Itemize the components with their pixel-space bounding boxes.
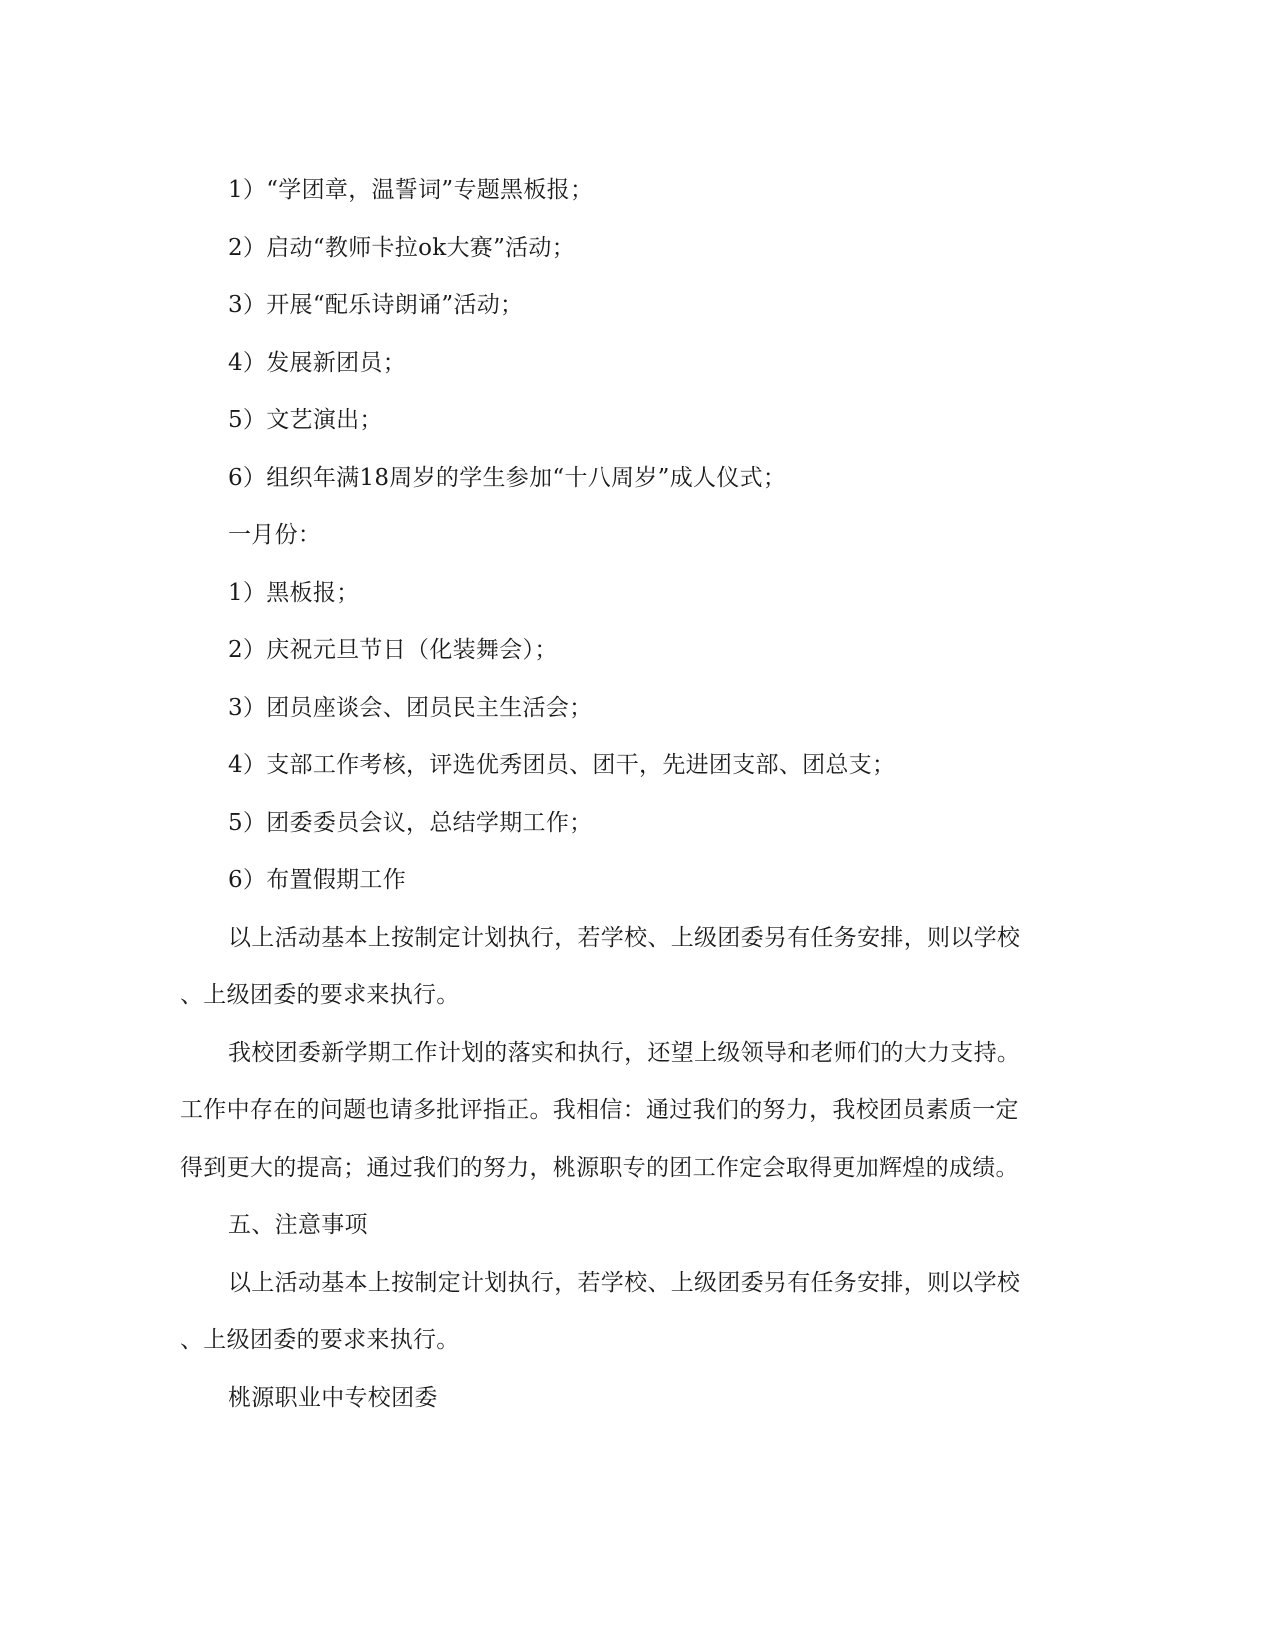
text-line: 4）发展新团员； (228, 349, 407, 376)
text-line: 5）团委委员会议，总结学期工作； (228, 809, 593, 836)
text-line: 2）庆祝元旦节日（化装舞会）； (228, 637, 558, 663)
document-body (180, 162, 1042, 1427)
text-line: 3）开展“配乐诗朗诵”活动； (228, 292, 524, 318)
text-line: 、上级团委的要求来执行。 (180, 982, 460, 1008)
text-line: 五、注意事项 (228, 1212, 368, 1238)
text-line: 我校团委新学期工作计划的落实和执行，还望上级领导和老师们的大力支持。 (228, 1039, 1021, 1066)
text-line: 、上级团委的要求来执行。 (180, 1327, 460, 1353)
text-line: 一月份： (228, 522, 322, 548)
text-line: 6）布置假期工作 (228, 867, 407, 893)
text-line: 1）黑板报； (228, 579, 360, 606)
text-line: 工作中存在的问题也请多批评指正。我相信：通过我们的努力，我校团员素质一定 (180, 1097, 1019, 1123)
text-line: 以上活动基本上按制定计划执行，若学校、上级团委另有任务安排，则以学校 (228, 924, 1021, 951)
text-line: 3）团员座谈会、团员民主生活会； (228, 694, 593, 721)
text-line: 得到更大的提高；通过我们的努力，桃源职专的团工作定会取得更加辉煌的成绩。 (180, 1154, 1019, 1181)
text-line: 5）文艺演出； (228, 407, 383, 433)
text-line: 6）组织年满18周岁的学生参加“十八周岁”成人仪式； (228, 464, 787, 491)
text-line: 4）支部工作考核，评选优秀团员、团干，先进团支部、团总支； (228, 752, 896, 778)
text-line: 以上活动基本上按制定计划执行，若学校、上级团委另有任务安排，则以学校 (228, 1269, 1021, 1296)
text-line: 2）启动“教师卡拉ok大赛”活动； (228, 234, 576, 261)
text-line: 1）“学团章，温誓词”专题黑板报； (228, 177, 594, 203)
text-line: 桃源职业中专校团委 (228, 1384, 438, 1411)
